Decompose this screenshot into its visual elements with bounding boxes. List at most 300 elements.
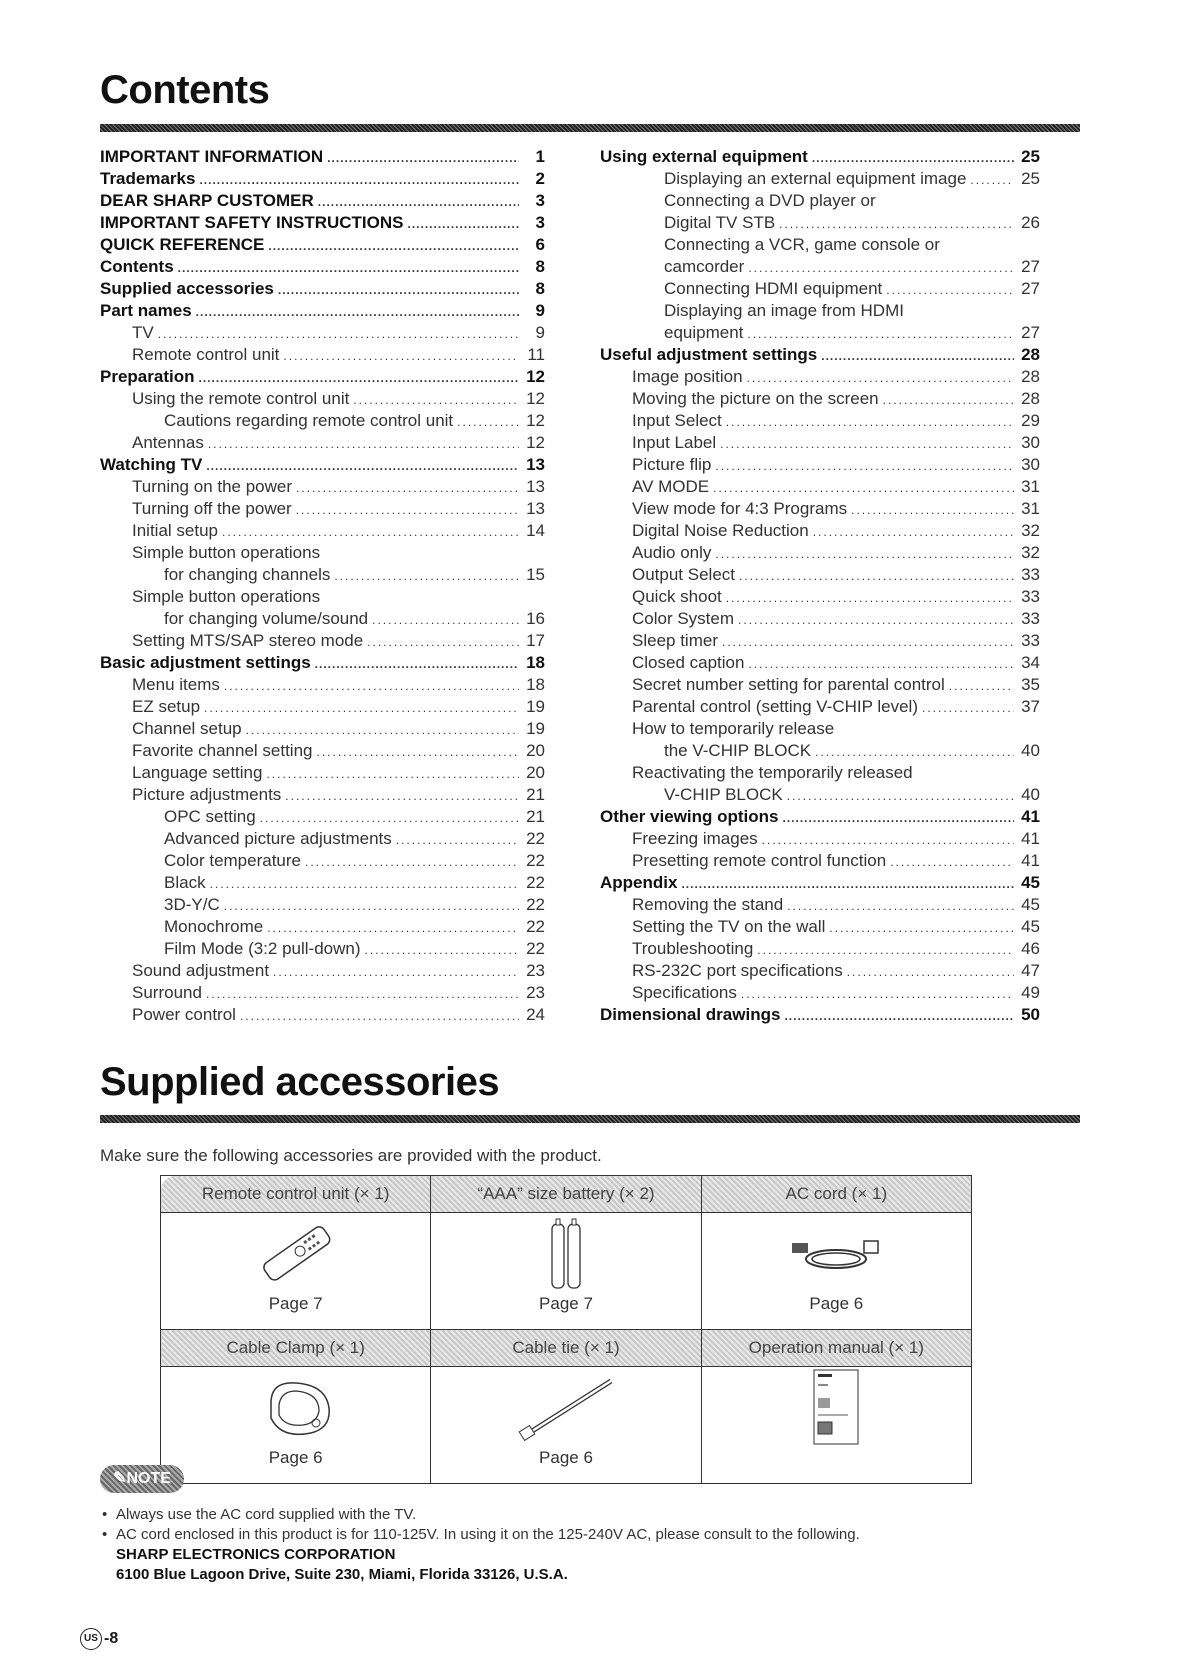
dot-leader [178,257,519,279]
toc-entry-page: 1 [535,147,545,166]
toc-entry[interactable] [600,388,1040,410]
toc-entry-page: 41 [1021,807,1040,826]
toc-entry-page: 41 [1021,829,1040,848]
cable-clamp-icon [162,1368,429,1448]
dot-leader [720,433,1014,455]
toc-entry-label: Dimensional drawings [600,1005,781,1024]
company-address: 6100 Blue Lagoon Drive, Suite 230, Miami, Florida 33126, U.S.A. [116,1566,568,1583]
toc-entry-page: 28 [1021,345,1040,364]
toc-entry-label: Film Mode (3:2 pull-down) [164,939,361,958]
toc-entry[interactable] [100,278,545,300]
toc-entry[interactable] [100,454,545,476]
toc-entry[interactable] [100,586,545,608]
dot-leader [783,807,1014,829]
toc-entry[interactable] [100,564,545,586]
dot-leader [787,895,1014,917]
toc-entry-label: the V-CHIP BLOCK [664,741,812,760]
toc-entry-page: 22 [526,917,545,936]
dot-leader [757,939,1014,961]
toc-entry-page: 25 [1021,147,1040,166]
toc-entry[interactable] [600,564,1040,586]
toc-entry[interactable] [100,652,545,674]
toc-entry-page: 47 [1021,961,1040,980]
toc-entry-label: View mode for 4:3 Programs [632,499,848,518]
dot-leader [224,675,519,697]
toc-entry-label: Setting the TV on the wall [632,917,826,936]
accessory-header: Cable tie (× 1) [431,1330,701,1367]
dot-leader [748,653,1014,675]
toc-entry-page: 22 [526,873,545,892]
toc-entry[interactable] [100,982,545,1004]
toc-entry-page: 15 [526,565,545,584]
toc-entry-label: RS-232C port specifications [632,961,843,980]
toc-entry-page: 2 [535,169,545,188]
toc-entry[interactable] [100,410,545,432]
dot-leader [210,873,519,895]
dot-leader [266,763,519,785]
toc-entry-label: Monochrome [164,917,264,936]
toc-entry-label: Supplied accessories [100,279,274,298]
toc-entry[interactable] [600,828,1040,850]
toc-entry-page: 11 [527,345,545,364]
accessory-cell [431,1213,701,1330]
toc-entry-label: Troubleshooting [632,939,754,958]
toc-entry[interactable] [600,542,1040,564]
toc-entry[interactable] [600,476,1040,498]
dot-leader [815,741,1014,763]
toc-entry-label: Image position [632,367,743,386]
toc-entry-label: Turning off the power [132,499,292,518]
toc-entry[interactable] [600,498,1040,520]
toc-entry-page: 31 [1021,477,1040,496]
toc-entry[interactable] [100,806,545,828]
dot-leader [268,235,519,257]
dot-leader [327,147,519,169]
toc-entry-page: 45 [1021,873,1040,892]
accessory-header: “AAA” size battery (× 2) [431,1176,701,1213]
toc-entry[interactable] [600,630,1040,652]
toc-entry-label: Secret number setting for parental control [632,675,945,694]
toc-entry-label: Closed caption [632,653,745,672]
toc-entry[interactable] [100,498,545,520]
toc-entry[interactable] [100,520,545,542]
toc-entry[interactable] [600,146,1040,168]
toc-entry[interactable] [100,938,545,960]
dot-leader [812,147,1014,169]
toc-entry[interactable] [600,1004,1040,1026]
toc-entry[interactable] [600,938,1040,960]
dot-leader [829,917,1014,939]
dot-leader [886,279,1014,301]
cable-tie-icon [432,1368,699,1448]
dot-leader [199,169,519,191]
toc-entry-label: Contents [100,257,174,276]
dot-leader [296,499,519,521]
toc-entry[interactable] [100,366,545,388]
dot-leader [779,213,1014,235]
accessory-cell [431,1367,701,1484]
dot-leader [722,631,1014,653]
toc-entry[interactable] [600,432,1040,454]
toc-entry[interactable] [100,432,545,454]
dot-leader [318,191,519,213]
toc-entry[interactable] [600,784,1040,806]
toc-entry[interactable] [600,916,1040,938]
toc-entry[interactable] [100,476,545,498]
toc-entry-label: Color System [632,609,735,628]
toc-entry-page: 21 [526,807,545,826]
dot-leader [890,851,1014,873]
dot-leader [353,389,519,411]
toc-entry[interactable] [100,168,545,190]
toc-entry-page: 18 [526,653,545,672]
dot-leader [296,477,519,499]
toc-entry-page: 37 [1021,697,1040,716]
toc-entry-label: Surround [132,983,202,1002]
toc-entry-page: 28 [1021,367,1040,386]
dot-leader [365,939,519,961]
dot-leader [278,279,519,301]
dot-leader [260,807,519,829]
toc-entry[interactable] [600,850,1040,872]
toc-entry[interactable] [100,872,545,894]
contents-title: Contents [100,68,270,112]
toc-entry[interactable] [100,718,545,740]
toc-entry-page: 34 [1021,653,1040,672]
toc-entry-page: 40 [1021,741,1040,760]
toc-entry-page: 23 [526,983,545,1002]
toc-entry[interactable] [100,916,545,938]
toc-entry-label: Connecting a DVD player or [664,191,876,210]
toc-entry-label: Audio only [632,543,712,562]
toc-entry-label: V-CHIP BLOCK [664,785,783,804]
remote-control-icon [162,1214,429,1294]
toc-entry[interactable] [600,696,1040,718]
toc-entry[interactable] [100,894,545,916]
toc-entry-page: 40 [1021,785,1040,804]
dot-leader [762,829,1014,851]
toc-entry-label: Setting MTS/SAP stereo mode [132,631,364,650]
toc-entry[interactable] [100,1004,545,1026]
toc-entry[interactable] [600,278,1040,300]
dot-leader [949,675,1014,697]
toc-entry-label: Displaying an external equipment image [664,169,967,188]
toc-entry[interactable] [100,300,545,322]
dot-leader [285,785,519,807]
toc-entry[interactable] [100,388,545,410]
toc-entry-label: Freezing images [632,829,758,848]
toc-entry-page: 13 [526,455,545,474]
accessory-header: Operation manual (× 1) [701,1330,971,1367]
dot-leader [317,741,520,763]
company-name: SHARP ELECTRONICS CORPORATION [116,1546,396,1563]
note-item: • AC cord enclosed in this product is for 110-125V. In using it on the 125-240V AC, please consult to the following. [100,1525,860,1545]
toc-entry[interactable] [600,322,1040,344]
ac-cord-icon [703,1214,970,1294]
toc-entry-label: QUICK REFERENCE [100,235,265,254]
toc-entry[interactable] [100,234,545,256]
dot-leader [739,565,1014,587]
dot-leader [883,389,1014,411]
toc-entry-page: 41 [1021,851,1040,870]
note-badge-label: NOTE [126,1470,171,1487]
toc-entry-page: 50 [1021,1005,1040,1024]
toc-entry[interactable] [100,256,545,278]
toc-entry-page: 20 [526,763,545,782]
toc-entry[interactable] [600,762,1040,784]
dot-leader [408,213,520,235]
toc-entry-page: 45 [1021,917,1040,936]
toc-entry-label: Appendix [600,873,678,892]
accessory-header: Cable Clamp (× 1) [161,1330,431,1367]
toc-entry-label: Color temperature [164,851,302,870]
dot-leader [222,521,519,543]
dot-leader [196,301,519,323]
accessory-cell [701,1367,971,1484]
toc-entry-page: 23 [526,961,545,980]
toc-entry-label: Connecting a VCR, game console or [664,235,940,254]
page-number [80,1628,118,1650]
dot-leader [206,455,519,477]
accessory-cell [161,1367,431,1484]
toc-entry[interactable] [600,234,1040,256]
accessory-cell [701,1213,971,1330]
toc-entry-label: Parental control (setting V-CHIP level) [632,697,918,716]
toc-entry[interactable] [600,410,1040,432]
toc-entry-page: 22 [526,939,545,958]
dot-leader [715,543,1014,565]
accessories-table [160,1175,972,1484]
title-divider [100,124,1080,132]
toc-entry-label: AV MODE [632,477,710,496]
toc-entry-label: Moving the picture on the screen [632,389,879,408]
dot-leader [748,257,1014,279]
toc-entry-page: 46 [1021,939,1040,958]
toc-entry[interactable] [100,762,545,784]
toc-entry[interactable] [600,872,1040,894]
note-list [100,1505,860,1585]
toc-entry[interactable] [600,894,1040,916]
toc-entry-label: Presetting remote control function [632,851,887,870]
toc-entry-label: Useful adjustment settings [600,345,818,364]
toc-entry-page: 28 [1021,389,1040,408]
toc-entry-label: Sleep timer [632,631,718,650]
toc-entry-page: 13 [526,477,545,496]
toc-entry-label: Trademarks [100,169,196,188]
dot-leader [204,697,519,719]
dot-leader [784,1005,1014,1027]
toc-entry[interactable] [100,630,545,652]
dot-leader [396,829,519,851]
toc-entry[interactable] [600,586,1040,608]
toc-entry[interactable] [100,850,545,872]
toc-entry-label: DEAR SHARP CUSTOMER [100,191,314,210]
toc-entry-label: Antennas [132,433,204,452]
dot-leader [726,411,1014,433]
dot-leader [747,323,1014,345]
page-reference: Page 7 [268,1294,323,1313]
note-badge [100,1465,184,1493]
toc-entry-page: 30 [1021,455,1040,474]
toc-entry-label: Simple button operations [132,587,321,606]
toc-entry-label: equipment [664,323,744,342]
dot-leader [206,983,519,1005]
accessory-cell [161,1213,431,1330]
toc-entry-label: for changing volume/sound [164,609,369,628]
toc-entry-page: 8 [535,279,545,298]
toc-entry-label: Connecting HDMI equipment [664,279,883,298]
dot-leader [283,345,519,367]
toc-entry-label: Input Select [632,411,722,430]
toc-entry[interactable] [600,212,1040,234]
toc-entry-label: Favorite channel setting [132,741,313,760]
toc-entry[interactable] [100,960,545,982]
dot-leader [334,565,519,587]
toc-entry-label: Picture adjustments [132,785,282,804]
dot-leader [315,653,519,675]
toc-entry-page: 27 [1021,257,1040,276]
toc-entry-label: for changing channels [164,565,331,584]
toc-entry-label: Output Select [632,565,736,584]
toc-entry-label: Turning on the power [132,477,293,496]
toc-entry-label: Power control [132,1005,236,1024]
toc-entry[interactable] [100,696,545,718]
toc-entry[interactable] [100,146,545,168]
toc-entry-label: Picture flip [632,455,712,474]
dot-leader [847,961,1014,983]
toc-entry-label: Specifications [632,983,737,1002]
toc-entry-label: Using external equipment [600,147,808,166]
dot-leader [240,1005,519,1027]
dot-leader [851,499,1014,521]
region-badge: US [80,1628,102,1650]
toc-entry[interactable] [100,828,545,850]
toc-entry[interactable] [600,608,1040,630]
toc-entry[interactable] [600,982,1040,1004]
toc-entry[interactable] [600,454,1040,476]
toc-entry-page: 31 [1021,499,1040,518]
toc-entry[interactable] [600,300,1040,322]
toc-entry-label: Displaying an image from HDMI [664,301,904,320]
toc-entry[interactable] [600,960,1040,982]
toc-entry-page: 6 [535,235,545,254]
toc-entry-page: 12 [526,389,545,408]
dot-leader [726,587,1014,609]
toc-entry-label: Reactivating the temporarily released [632,763,913,782]
toc-entry-label: Advanced picture adjustments [164,829,392,848]
toc-entry[interactable] [100,542,545,564]
toc-entry[interactable] [600,190,1040,212]
toc-entry-label: How to temporarily release [632,719,835,738]
toc-entry-label: Input Label [632,433,717,452]
toc-entry-label: Watching TV [100,455,203,474]
toc-entry-label: IMPORTANT SAFETY INSTRUCTIONS [100,213,404,232]
dot-leader [715,455,1014,477]
toc-entry-label: camcorder [664,257,745,276]
toc-entry-page: 27 [1021,323,1040,342]
toc-entry-label: TV [132,323,154,342]
dot-leader [747,367,1014,389]
toc-entry[interactable] [600,344,1040,366]
battery-icon [432,1214,699,1294]
toc-entry-page: 9 [535,323,545,342]
toc-entry-page: 3 [535,213,545,232]
toc-entry-page: 19 [526,719,545,738]
toc-entry[interactable] [600,652,1040,674]
page-reference: Page 6 [809,1294,864,1313]
dot-leader [922,697,1014,719]
toc-entry[interactable] [100,608,545,630]
toc-entry-label: Sound adjustment [132,961,270,980]
toc-entry[interactable] [100,784,545,806]
dot-leader [267,917,519,939]
toc-entry[interactable] [100,674,545,696]
toc-entry-label: EZ setup [132,697,201,716]
toc-entry-page: 3 [535,191,545,210]
toc-entry-page: 12 [526,433,545,452]
toc-entry-page: 45 [1021,895,1040,914]
toc-left-column [100,146,545,1026]
dot-leader [787,785,1014,807]
toc-entry[interactable] [600,366,1040,388]
toc-entry[interactable] [100,740,545,762]
accessories-intro: Make sure the following accessories are provided with the product. [100,1146,602,1165]
toc-entry-label: Black [164,873,206,892]
toc-entry[interactable] [100,322,545,344]
toc-entry-page: 35 [1021,675,1040,694]
toc-entry-page: 19 [526,697,545,716]
dot-leader [713,477,1014,499]
toc-entry-page: 24 [526,1005,545,1024]
toc-entry[interactable] [600,718,1040,740]
toc-entry-page: 49 [1021,983,1040,1002]
toc-entry[interactable] [600,806,1040,828]
toc-entry-label: Menu items [132,675,220,694]
dot-leader [224,895,519,917]
toc-entry[interactable] [100,344,545,366]
toc-entry-page: 18 [526,675,545,694]
dot-leader [158,323,519,345]
toc-entry-page: 32 [1021,543,1040,562]
accessory-header: Remote control unit (× 1) [161,1176,431,1213]
toc-entry-page: 30 [1021,433,1040,452]
toc-entry-page: 33 [1021,565,1040,584]
toc-entry-page: 33 [1021,587,1040,606]
toc-entry[interactable] [600,674,1040,696]
toc-entry[interactable] [100,190,545,212]
toc-entry[interactable] [600,520,1040,542]
toc-entry-label: Basic adjustment settings [100,653,311,672]
toc-entry-label: Remote control unit [132,345,280,364]
toc-entry[interactable] [100,212,545,234]
dot-leader [273,961,519,983]
dot-leader [457,411,519,433]
toc-entry-label: Language setting [132,763,263,782]
toc-entry[interactable] [600,740,1040,762]
dot-leader [372,609,519,631]
page-reference: Page 6 [539,1448,593,1467]
toc-entry-page: 27 [1021,279,1040,298]
toc-entry[interactable] [600,256,1040,278]
toc-entry-label: Removing the stand [632,895,784,914]
note-item: • Always use the AC cord supplied with the TV. [100,1505,860,1525]
toc-entry-page: 14 [526,521,545,540]
toc-entry-label: Cautions regarding remote control unit [164,411,454,430]
dot-leader [198,367,519,389]
accessories-title: Supplied accessories [100,1060,500,1104]
toc-entry[interactable] [600,168,1040,190]
toc-entry-page: 16 [526,609,545,628]
